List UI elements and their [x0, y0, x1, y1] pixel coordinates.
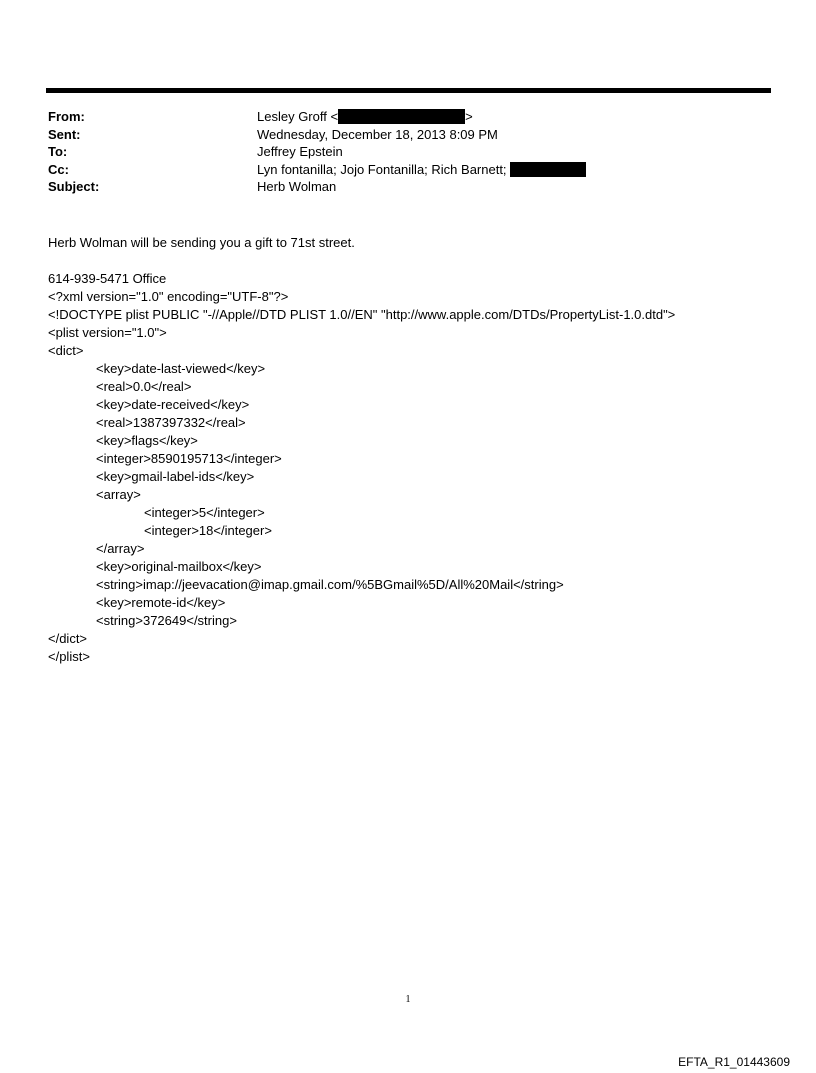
message-text: Herb Wolman will be sending you a gift to 71st street.	[48, 235, 355, 250]
xml-line: <real>0.0</real>	[96, 379, 192, 394]
xml-line: <real>1387397332</real>	[96, 415, 246, 430]
from-close: >	[465, 109, 473, 124]
spacer	[48, 252, 788, 270]
document-id: EFTA_R1_01443609	[678, 1055, 790, 1069]
redaction-box	[510, 162, 586, 177]
cc-row	[48, 161, 748, 179]
from-name: Lesley Groff <	[257, 109, 339, 124]
redaction-box	[338, 109, 465, 124]
subject-value: Herb Wolman	[257, 179, 337, 194]
to-row	[48, 143, 748, 161]
xml-line: </plist>	[48, 649, 90, 664]
cc-value	[257, 161, 586, 179]
xml-line: </array>	[96, 541, 145, 556]
subject-label: Subject:	[48, 179, 100, 194]
xml-line: </dict>	[48, 631, 88, 646]
from-value	[257, 108, 473, 126]
xml-line: <integer>8590195713</integer>	[96, 451, 282, 466]
xml-line: <key>remote-id</key>	[96, 595, 226, 610]
xml-line: <dict>	[48, 343, 84, 358]
xml-line: <integer>5</integer>	[144, 505, 265, 520]
xml-line: <string>imap://jeevacation@imap.gmail.com/%5BGmail%5D/All%20Mail</string>	[96, 577, 564, 592]
phone-line: 614-939-5471 Office	[48, 271, 167, 286]
xml-line: <key>original-mailbox</key>	[96, 559, 262, 574]
email-body	[48, 234, 788, 666]
xml-line: <key>gmail-label-ids</key>	[96, 469, 255, 484]
xml-line: <integer>18</integer>	[144, 523, 272, 538]
xml-line: <?xml version="1.0" encoding="UTF-8"?>	[48, 289, 289, 304]
from-label: From:	[48, 109, 85, 124]
to-value: Jeffrey Epstein	[257, 144, 343, 159]
sent-label: Sent:	[48, 126, 81, 142]
sent-row	[48, 126, 748, 144]
xml-line: <array>	[96, 487, 141, 502]
to-label: To:	[48, 144, 68, 159]
xml-line: <key>flags</key>	[96, 433, 198, 448]
xml-line: <string>372649</string>	[96, 613, 237, 628]
xml-line: <key>date-received</key>	[96, 397, 250, 412]
xml-line: <!DOCTYPE plist PUBLIC "-//Apple//DTD PLIST 1.0//EN" "http://www.apple.com/DTDs/PropertyList-1.0.dtd">	[48, 307, 676, 322]
cc-recipients: Lyn fontanilla; Jojo Fontanilla; Rich Barnett;	[257, 161, 507, 177]
email-header	[48, 108, 748, 196]
xml-line: <plist version="1.0">	[48, 325, 167, 340]
subject-row	[48, 178, 748, 196]
sent-value: Wednesday, December 18, 2013 8:09 PM	[257, 126, 498, 142]
cc-label: Cc:	[48, 161, 69, 177]
xml-line: <key>date-last-viewed</key>	[96, 361, 266, 376]
from-row	[48, 108, 748, 126]
header-rule	[46, 88, 771, 93]
page-number: 1	[405, 994, 411, 1005]
